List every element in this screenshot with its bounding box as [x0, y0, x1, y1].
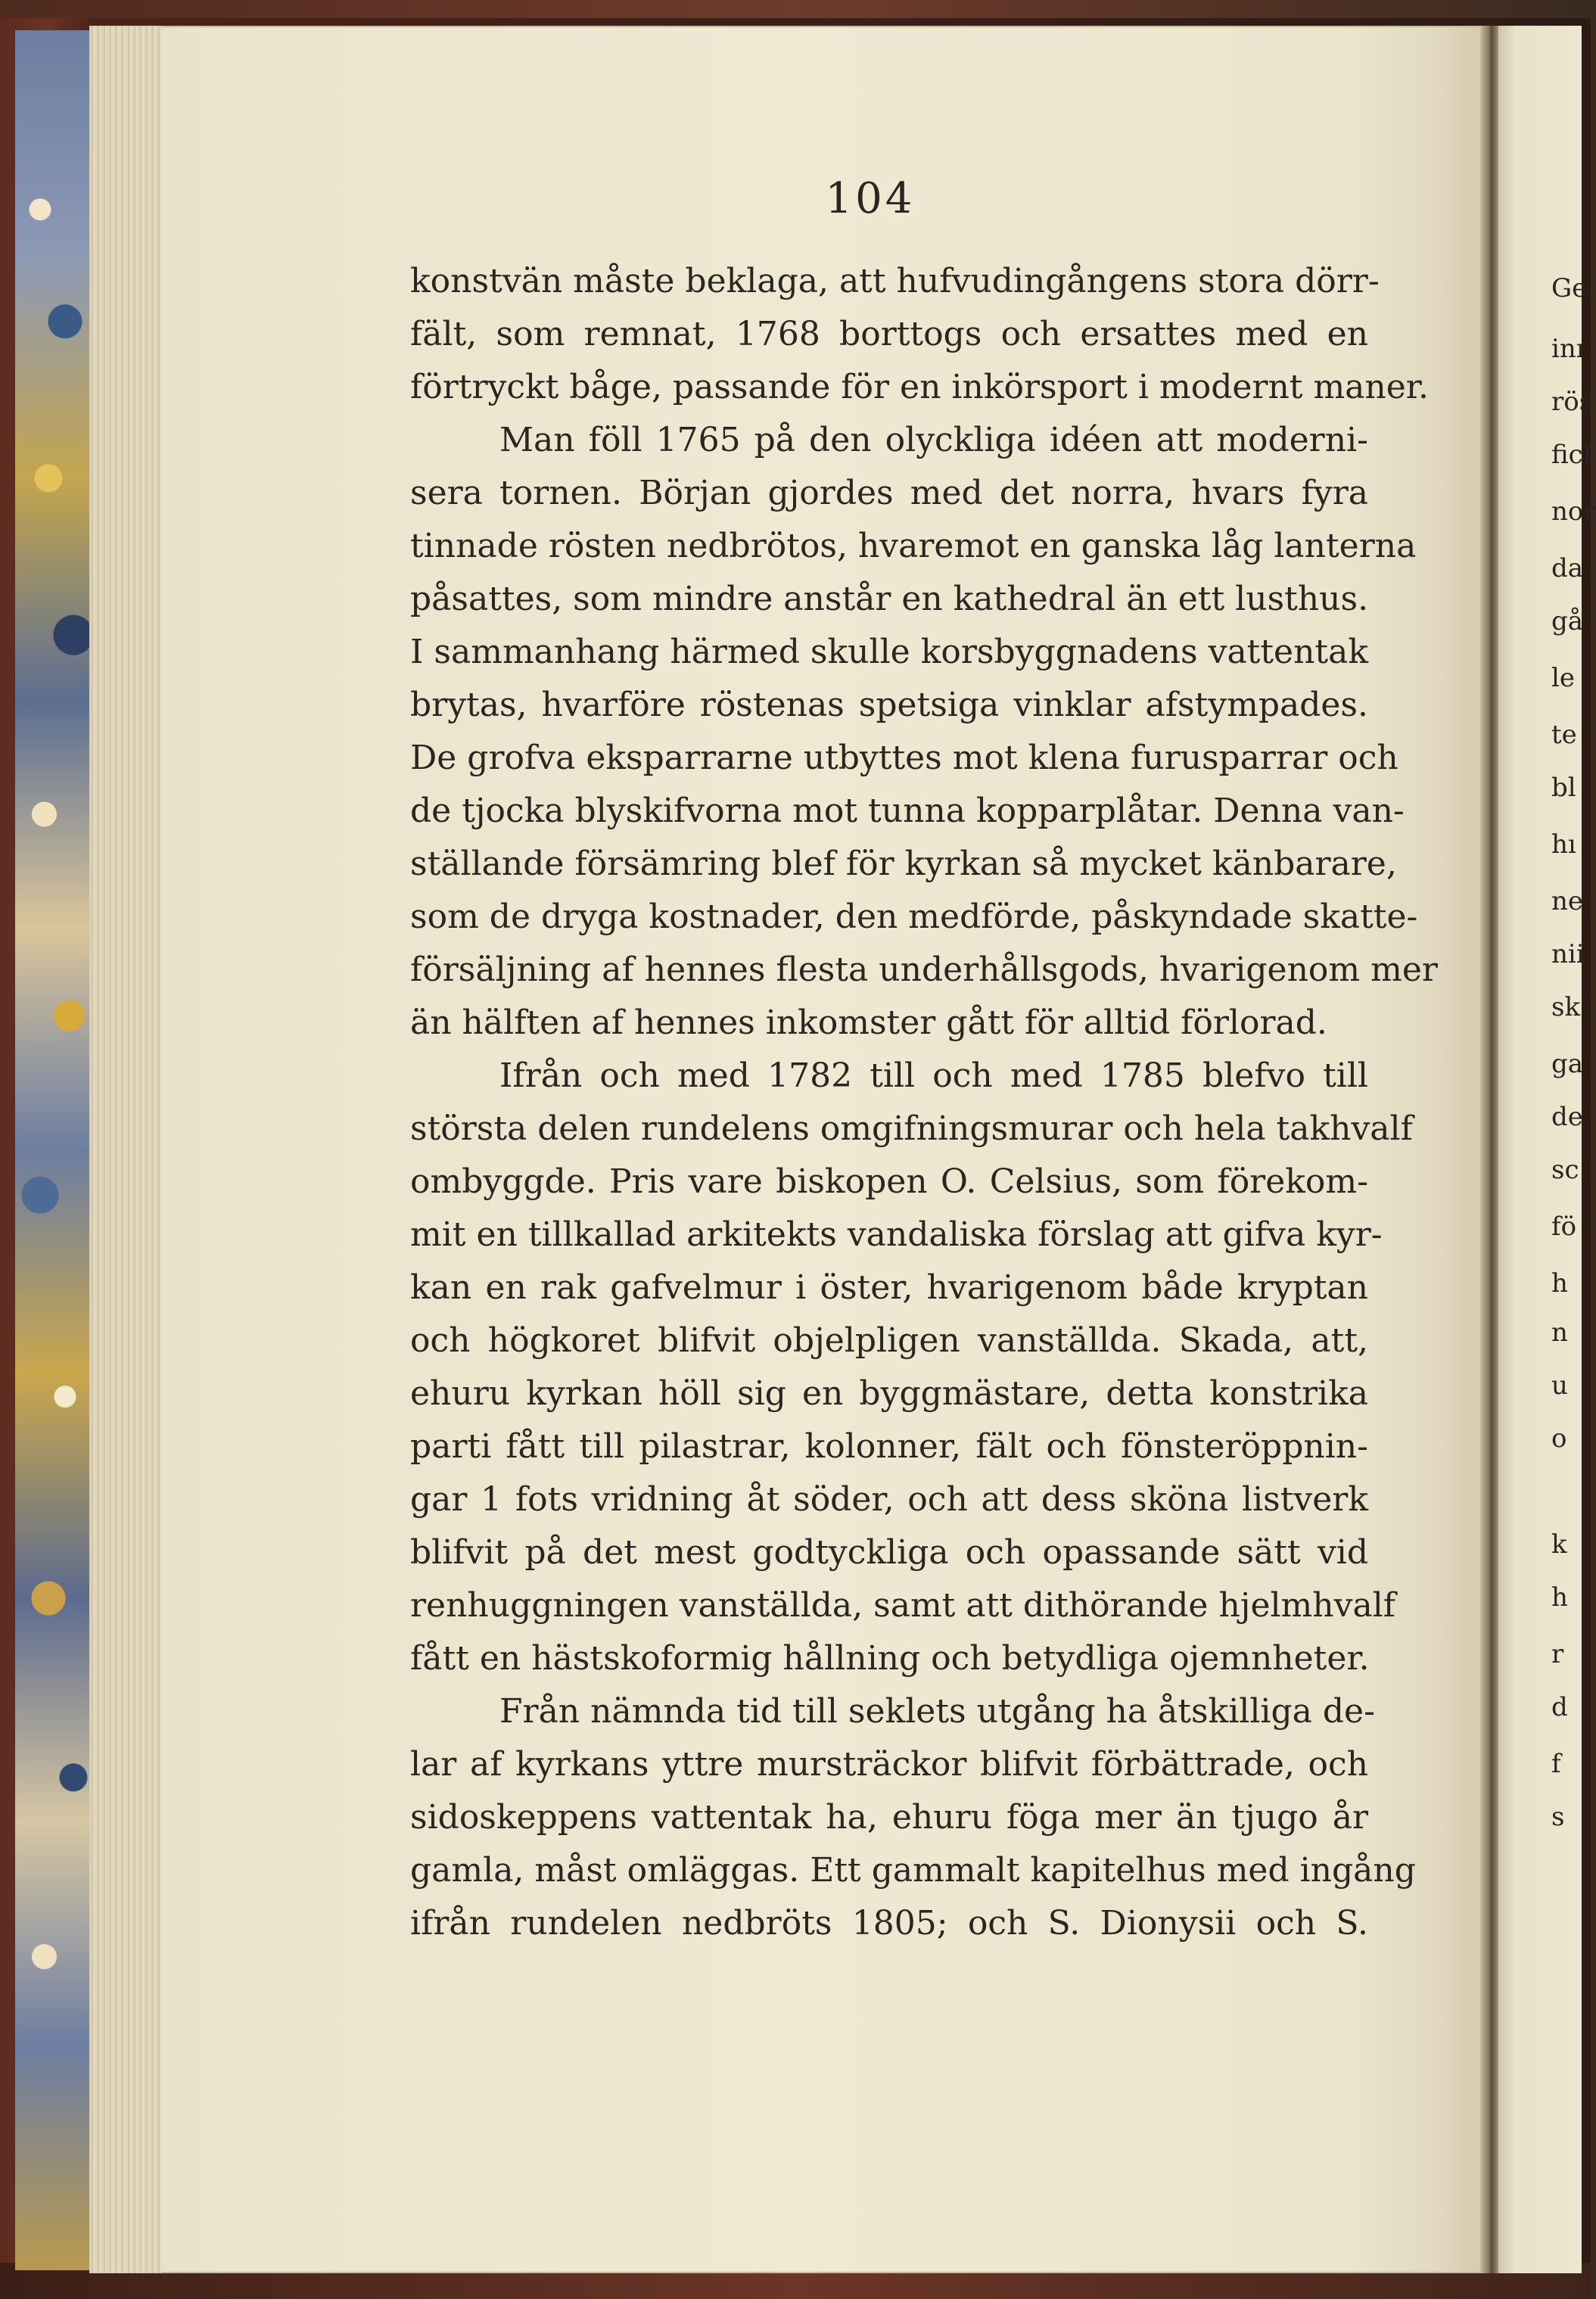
right-page-fragment-text: u	[1551, 1370, 1568, 1401]
text-line: försäljning af hennes flesta underhållsgods, hvarigenom mer	[410, 950, 1438, 989]
text-line: I sammanhang härmed skulle korsbyggnadens vattentak	[410, 633, 1368, 671]
right-page-fragment-text: fö	[1551, 1212, 1577, 1242]
right-page-fragment-text: ga	[1551, 1049, 1584, 1079]
right-page-fragment-text: hı	[1551, 829, 1576, 860]
text-line: brytas, hvarföre röstenas spetsiga vinklar afstympades.	[410, 686, 1368, 724]
right-page-fragment-text: ficl	[1551, 440, 1591, 470]
text-line: och högkoret blifvit objelpligen vanställda. Skada, att,	[410, 1321, 1368, 1360]
cover-top-edge	[0, 0, 1591, 18]
text-line: fått en hästskoformig hållning och betydliga ojemnheter.	[410, 1639, 1370, 1678]
right-page-fragment-text: d	[1551, 1692, 1568, 1722]
right-page-fragment-text: o	[1551, 1423, 1567, 1454]
right-page-fragment	[1498, 26, 1596, 2273]
text-line: påsattes, som mindre anstår en kathedral än ett lusthus.	[410, 580, 1369, 618]
text-line: sera tornen. Början gjordes med det norra, hvars fyra	[410, 474, 1368, 512]
text-line: största delen rundelens omgifningsmurar och hela takhvalf	[410, 1109, 1413, 1148]
right-page-fragment-text: nii	[1551, 939, 1585, 969]
text-line: ehuru kyrkan höll sig en byggmästare, detta konstrika	[410, 1374, 1368, 1413]
text-line: gamla, måst omläggas. Ett gammalt kapitelhus med ingång	[410, 1851, 1416, 1890]
text-line: ombyggde. Pris vare biskopen O. Celsius, som förekom-	[410, 1162, 1368, 1201]
right-page-fragment-text: sk	[1551, 992, 1581, 1022]
text-line: Man föll 1765 på den olyckliga idéen att moderni-	[499, 421, 1368, 459]
right-page-fragment-text: f	[1551, 1749, 1561, 1779]
text-line: förtryckt båge, passande för en inkörsport i modernt maner.	[410, 368, 1429, 406]
text-line: Ifrån och med 1782 till och med 1785 blefvo till	[499, 1056, 1368, 1095]
right-page-fragment-text: k	[1551, 1529, 1567, 1560]
right-page-fragment-text: ne	[1551, 886, 1584, 916]
right-page-fragment-text: h	[1551, 1582, 1568, 1613]
text-line: som de dryga kostnader, den medförde, påskyndade skatte-	[410, 898, 1418, 936]
right-page-fragment-text: n	[1551, 1317, 1568, 1348]
right-page-fragment-text: sc	[1551, 1155, 1579, 1185]
text-line: fält, som remnat, 1768 borttogs och ersattes med en	[410, 315, 1368, 353]
right-page-fragment-text: da	[1551, 553, 1584, 583]
right-page-fragment-text: nor	[1551, 496, 1596, 527]
text-line: parti fått till pilastrar, kolonner, fält och fönsteröppnin-	[410, 1427, 1368, 1466]
text-line: ställande försämring blef för kyrkan så mycket känbarare,	[410, 845, 1397, 883]
right-page-fragment-text: te	[1551, 720, 1577, 750]
right-page-fragment-text: r	[1551, 1639, 1564, 1669]
book-gutter	[1482, 26, 1498, 2273]
page-number: 104	[825, 174, 916, 223]
text-line: lar af kyrkans yttre mursträckor blifvit förbättrade, och	[410, 1745, 1368, 1784]
right-page-fragment-text: gå	[1551, 606, 1584, 636]
right-page-fragment-text: inı	[1551, 334, 1585, 364]
right-page-fragment-text: bl	[1551, 773, 1576, 803]
right-page-fragment-text: rös	[1551, 387, 1593, 417]
text-line: konstvän måste beklaga, att hufvudingångens stora dörr-	[410, 262, 1380, 300]
text-line: de tjocka blyskifvorna mot tunna kopparplåtar. Denna van-	[410, 792, 1405, 830]
right-page-fragment-text: s	[1551, 1802, 1565, 1832]
text-line: De grofva eksparrarne utbyttes mot klena furusparrar och	[410, 739, 1398, 777]
text-line: gar 1 fots vridning åt söder, och att dess sköna listverk	[410, 1480, 1368, 1519]
text-line: mit en tillkallad arkitekts vandaliska förslag att gifva kyr-	[410, 1215, 1383, 1254]
text-line: sidoskeppens vattentak ha, ehuru föga mer än tjugo år	[410, 1798, 1368, 1837]
right-page-fragment-text: de	[1551, 1102, 1583, 1132]
right-page-fragment-text: h	[1551, 1268, 1568, 1299]
text-line: Från nämnda tid till seklets utgång ha åtskilliga de-	[499, 1692, 1375, 1731]
text-line: kan en rak gafvelmur i öster, hvarigenom både kryptan	[410, 1268, 1368, 1307]
text-line: renhuggningen vanställda, samt att dithörande hjelmhvalf	[410, 1586, 1396, 1625]
page-edges	[89, 26, 161, 2273]
right-page-fragment-text: le	[1551, 663, 1575, 693]
right-page-fragment-text: Ge	[1551, 273, 1588, 303]
text-line: ifrån rundelen nedbröts 1805; och S. Dionysii och S.	[410, 1904, 1368, 1943]
text-line: än hälften af hennes inkomster gått för alltid förlorad.	[410, 1003, 1327, 1042]
text-line: tinnade rösten nedbrötos, hvaremot en ganska låg lanterna	[410, 527, 1417, 565]
text-line: blifvit på det mest godtyckliga och opassande sätt vid	[410, 1533, 1368, 1572]
